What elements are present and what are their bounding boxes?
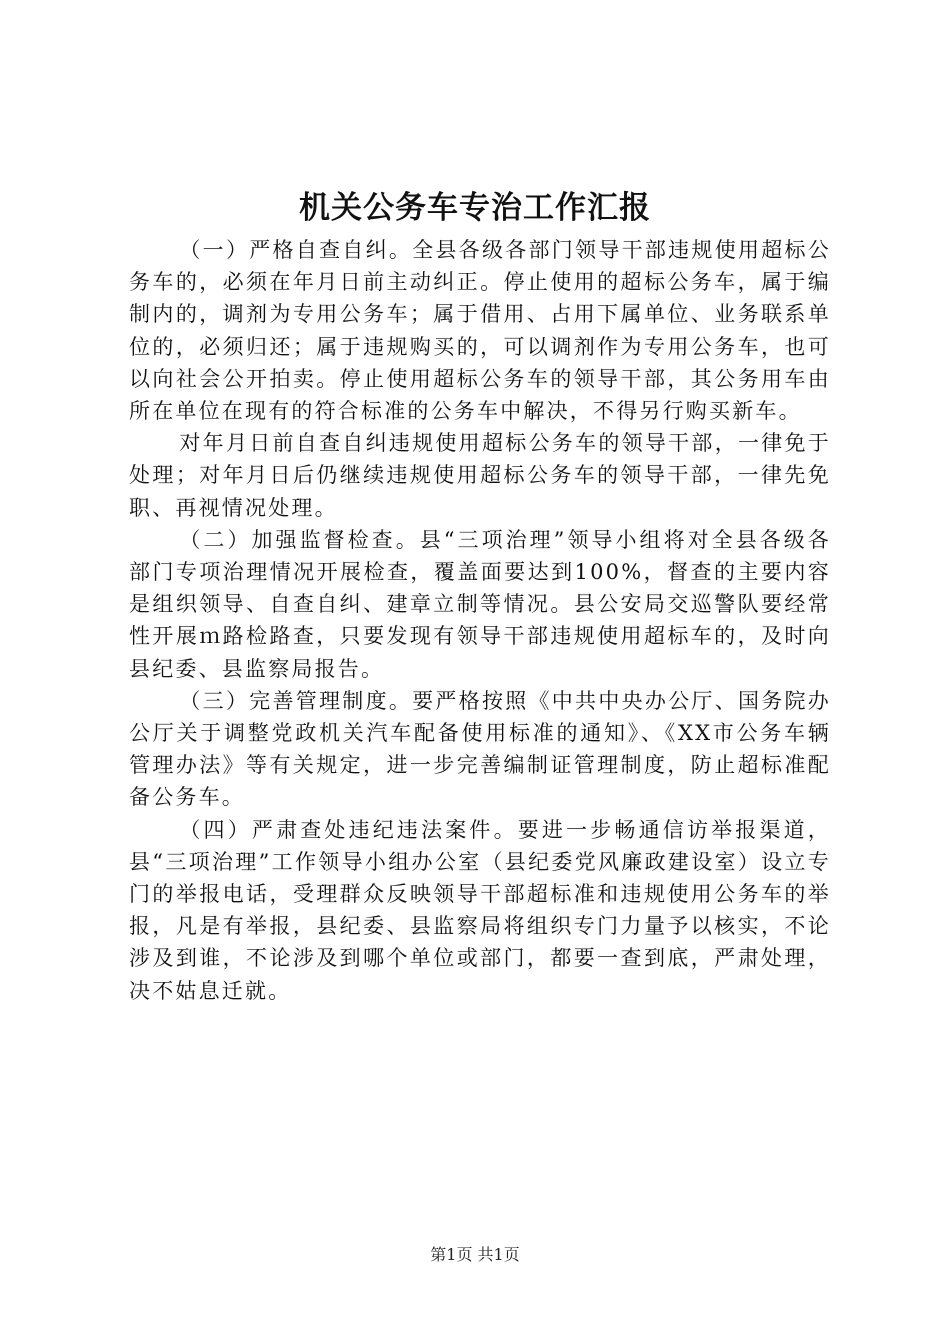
document-body [129,234,831,1007]
paragraph-management: （三）完善管理制度。要严格按照《中共中央办公厅、国务院办公厅关于调整党政机关汽车配备使用标准的通知》、《XX市公务车辆管理办法》等有关规定，进一步完善编制证管理制度，防止超标准配备公务车。 [129,688,831,810]
paragraph-handling: 对年月日前自查自纠违规使用超标公务车的领导干部，一律免于处理；对年月日后仍继续违规使用超标公务车的领导干部，一律先免职、再视情况处理。 [129,431,831,520]
document-title: 机关公务车专治工作汇报 [299,190,651,226]
paragraph-supervision: （二）加强监督检查。县“三项治理”领导小组将对全县各级各部门专项治理情况开展检查，覆盖面要达到100%，督查的主要内容是组织领导、自查自纠、建章立制等情况。县公安局交巡警队要经常性开展ｍ路检路查，只要发现有领导干部违规使用超标车的，及时向县纪委、县监察局报告。 [129,527,831,681]
paragraph-investigation: （四）严肃查处违纪违法案件。要进一步畅通信访举报渠道，县“三项治理”工作领导小组办公室（县纪委党风廉政建设室）设立专门的举报电话，受理群众反映领导干部超标准和违规使用公务车的举报，凡是有举报，县纪委、县监察局将组织专门力量予以核实，不论涉及到谁，不论涉及到哪个单位或部门，都要一查到底，严肃处理，决不姑息迁就。 [129,817,831,1003]
page-footer: 第1页 共1页 [430,1245,520,1264]
paragraph-self-inspection: （一）严格自查自纠。全县各级各部门领导干部违规使用超标公务车的，必须在年月日前主动纠正。停止使用的超标公务车，属于编制内的，调剂为专用公务车；属于借用、占用下属单位、业务联系单位的，必须归还；属于违规购买的，可以调剂作为专用公务车，也可以向社会公开拍卖。停止使用超标公务车的领导干部，其公务用车由所在单位在现有的符合标准的公务车中解决，不得另行购买新车。 [129,238,831,424]
